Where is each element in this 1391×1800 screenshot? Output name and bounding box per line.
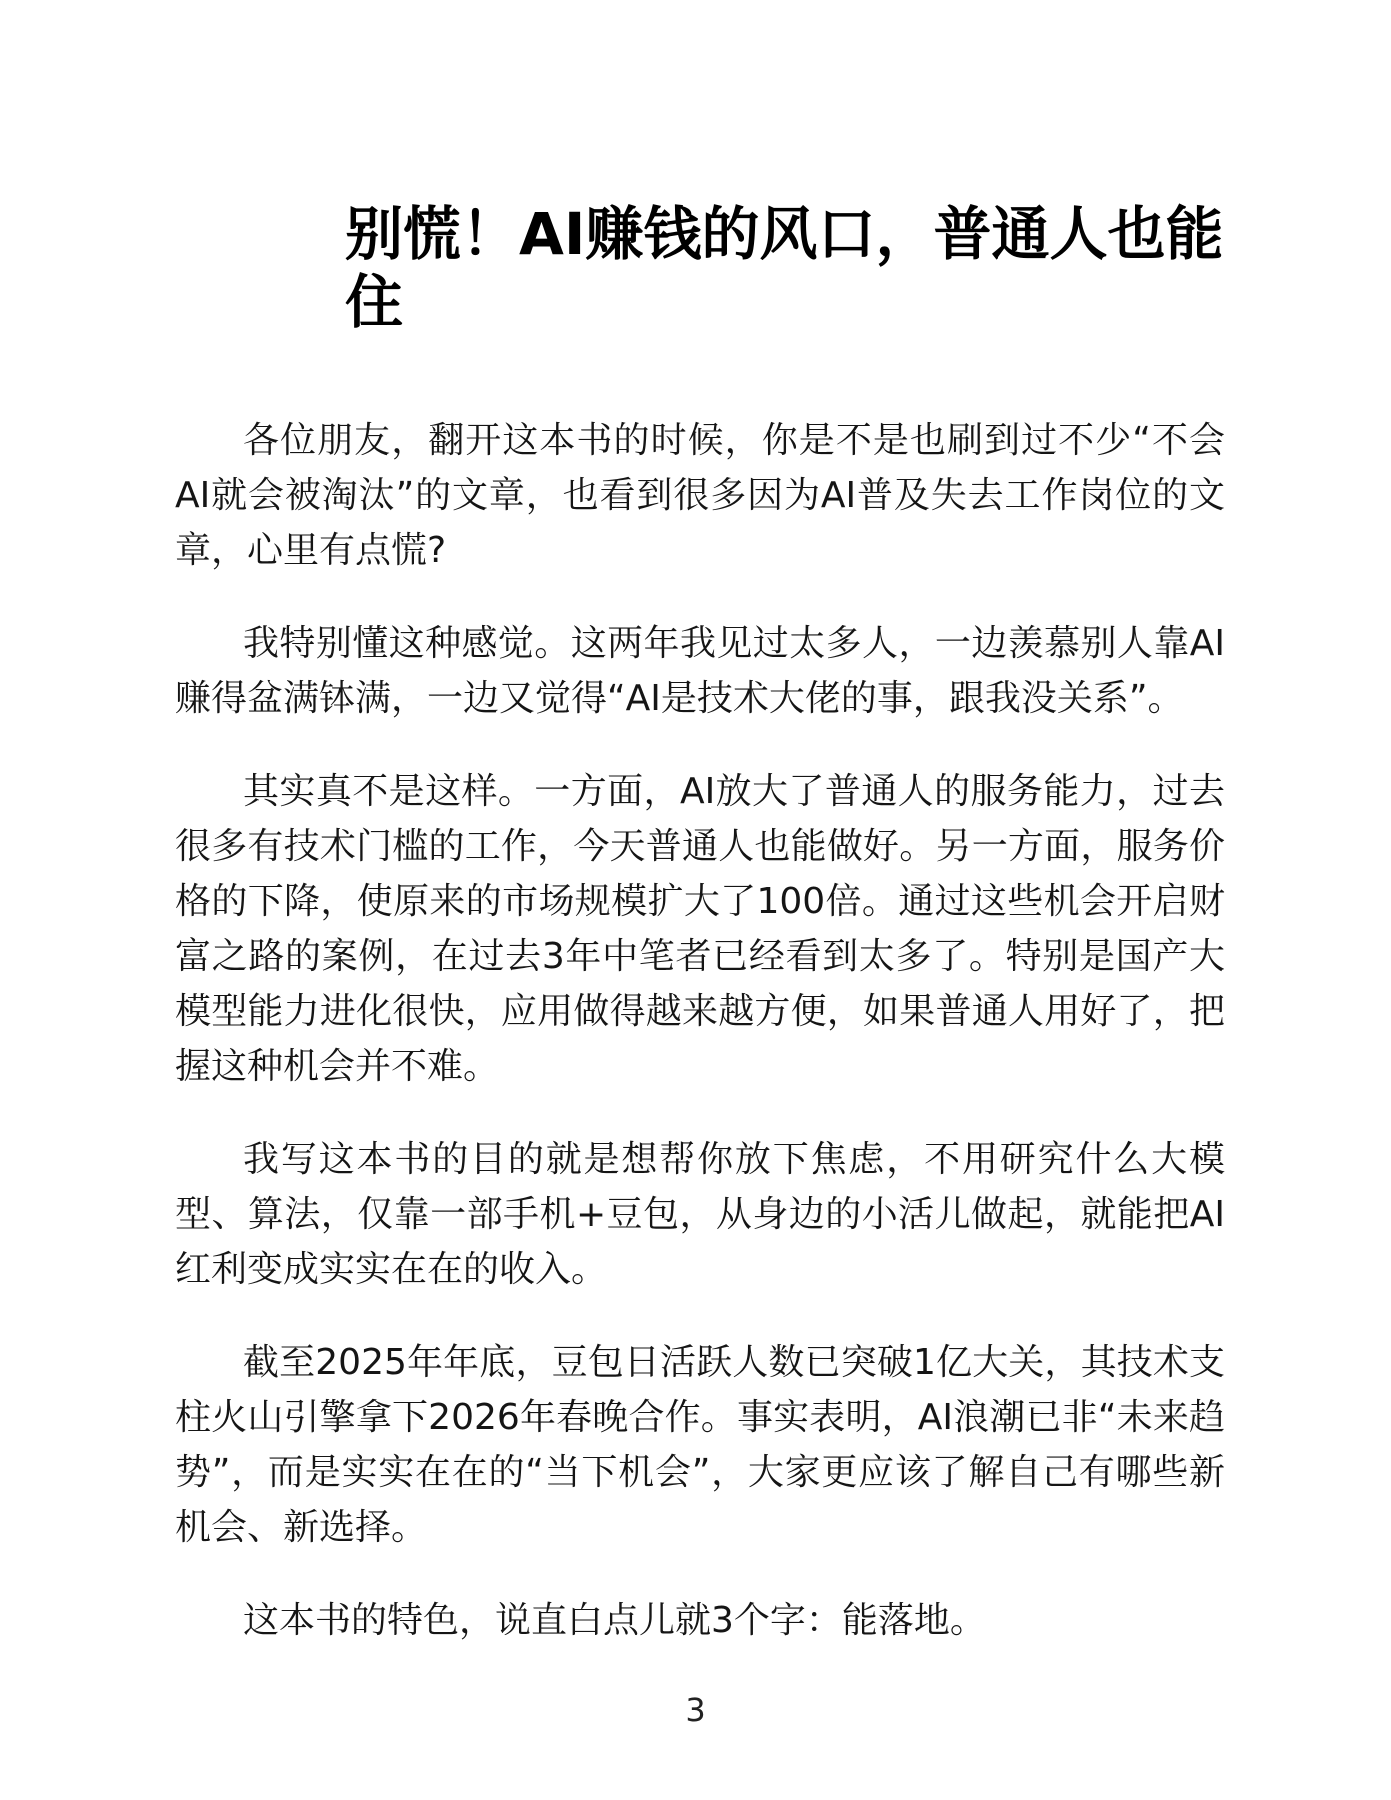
paragraph: 这本书的特色，说直白点儿就3个字：能落地。	[243, 1600, 986, 1641]
page-number: 3	[685, 1691, 706, 1729]
paragraph: 我特别懂这种感觉。这两年我见过太多人，一边羡慕别人靠AI赚得盆满钵满，一边又觉得“AI是技术大佬的事，跟我没关系”。	[175, 623, 1225, 719]
paragraph: 截至2025年年底，豆包日活跃人数已突破1亿大关，其技术支柱火山引擎拿下2026年春晚合作。事实表明，AI浪潮已非“未来趋势”，而是实实在在的“当下机会”，大家更应该了解自己有哪些新机会、新选择。	[175, 1342, 1225, 1548]
paragraph: 其实真不是这样。一方面，AI放大了普通人的服务能力，过去很多有技术门槛的工作，今天普通人也能做好。另一方面，服务价格的下降，使原来的市场规模扩大了100倍。通过这些机会开启财富之路的案例，在过去3年中笔者已经看到太多了。特别是国产大模型能力进化很快，应用做得越来越方便，如果普通人用好了，把握这种机会并不难。	[175, 771, 1225, 1087]
chapter-title: 别慌！AI赚钱的风口，普通人也能住	[345, 200, 1224, 336]
paragraph: 我写这本书的目的就是想帮你放下焦虑，不用研究什么大模型、算法，仅靠一部手机+豆包，从身边的小活儿做起，就能把AI红利变成实实在在的收入。	[175, 1139, 1225, 1290]
paragraph: 各位朋友，翻开这本书的时候，你是不是也刷到过不少“不会AI就会被淘汰”的文章，也看到很多因为AI普及失去工作岗位的文章，心里有点慌?	[175, 420, 1225, 571]
body-text	[175, 413, 1225, 1686]
